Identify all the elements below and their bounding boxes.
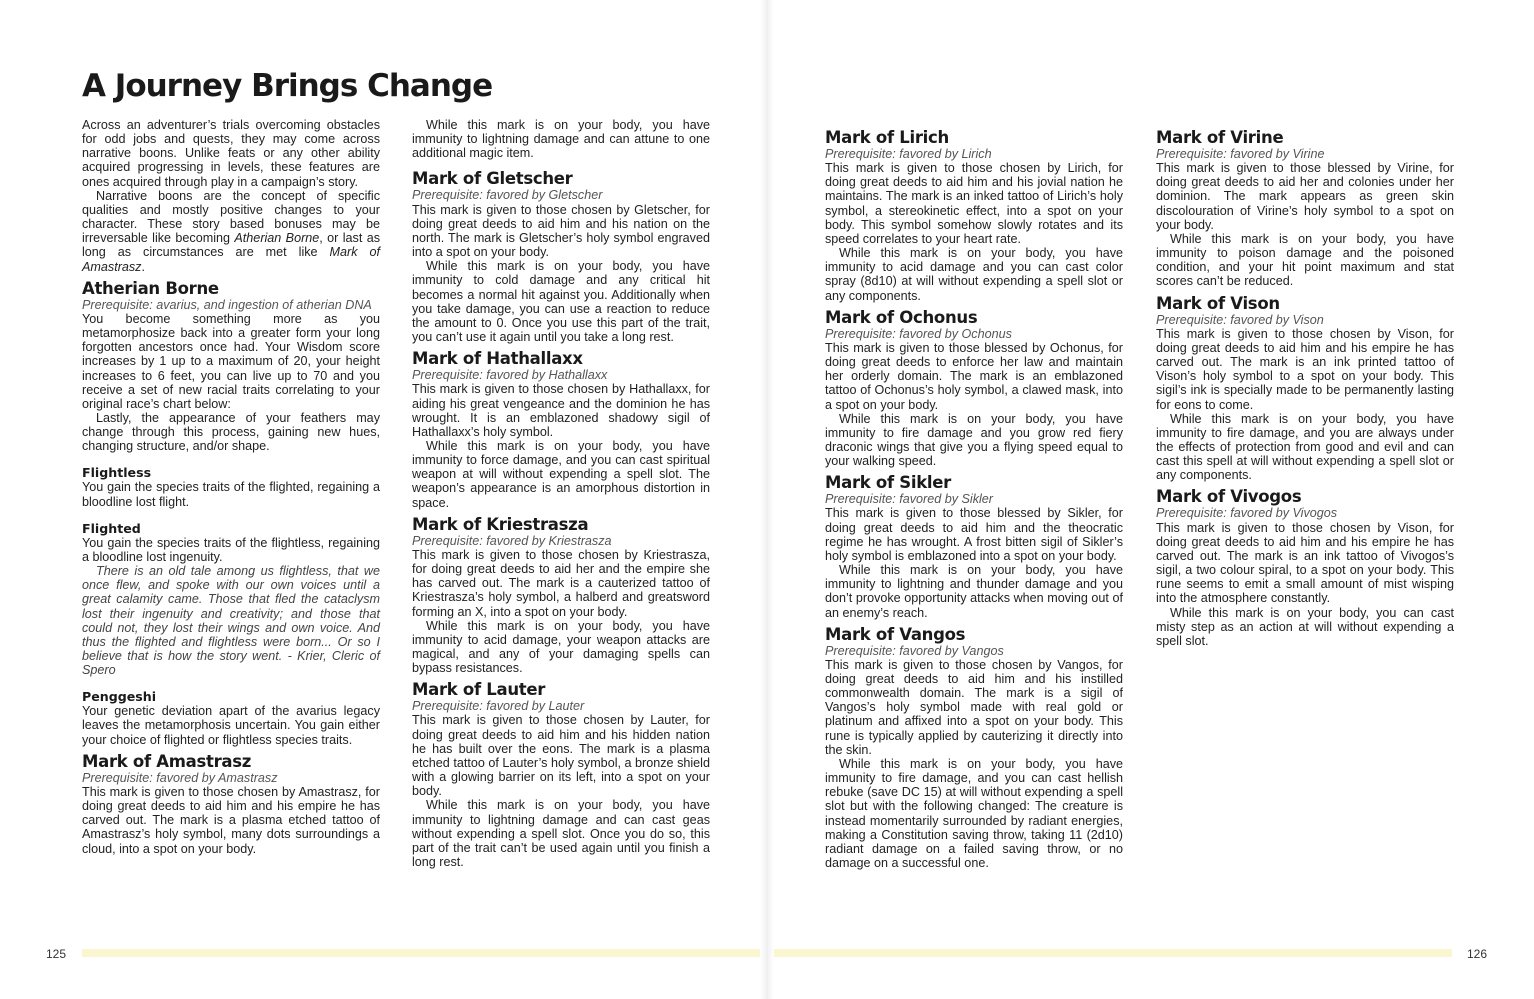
intro-paragraph: Across an adventurer’s trials overcoming obstacles for odd jobs and quests, they may come across narrative boons. Unlike feats or any other ability acquired progressing in levels, these features are ones acquired through play in a campaign’s story.: [82, 118, 380, 189]
body-paragraph: This mark is given to those blessed by Virine, for doing great deeds to aid her and colonies under her dominion. The mark appears as green skin discolouration of Virine’s holy symbol to a spot on your body.: [1156, 161, 1454, 232]
prerequisite: Prerequisite: favored by Virine: [1156, 147, 1325, 161]
body-paragraph: This mark is given to those blessed by Ochonus, for doing great deeds to enforce her law and maintain her orderly domain. The mark is an emblazoned tattoo of Ochonus’s holy symbol, a clawed mask, into a spot on your body.: [825, 340, 1123, 412]
prerequisite: Prerequisite: favored by Kriestrasza: [412, 533, 612, 548]
section-heading-mark-of-vison: Mark of Vison: [1156, 293, 1280, 313]
prerequisite: Prerequisite: favored by Hathallaxx: [412, 368, 608, 383]
body-paragraph: This mark is given to those chosen by Kriestrasza, for doing great deeds to aid her and the empire she has carved out. The mark is a cauterized tattoo of Kriestrasza’s holy symbol, a halberd and greatsword forming an X, into a spot on your body.: [412, 547, 710, 619]
body-paragraph: Lastly, the appearance of your feathers may change through this process, gaining new hues, changing structure, and/or shape.: [82, 410, 380, 454]
subheading-flightless: Flightless: [82, 465, 152, 481]
section-heading-mark-of-sikler: Mark of Sikler: [825, 473, 951, 493]
footer-rule-left: [82, 949, 760, 957]
body-paragraph: Your genetic deviation apart of the avarius legacy leaves the metamorphosis uncertain. You gain either your choice of flighted or flightless species traits.: [82, 704, 380, 747]
page-number-right: 126: [1467, 947, 1488, 961]
column-2: [412, 118, 710, 869]
prerequisite: Prerequisite: favored by Vison: [1156, 312, 1324, 327]
prerequisite: Prerequisite: avarius, and ingestion of atherian DNA: [82, 297, 372, 312]
prerequisite: Prerequisite: favored by Amastrasz: [82, 770, 278, 785]
body-paragraph: While this mark is on your body, you have immunity to lightning and thunder damage and you don’t provoke opportunity attacks when moving out of an enemy’s reach.: [825, 563, 1123, 620]
body-paragraph: This mark is given to those chosen by Vangos, for doing great deeds to aid him and his instilled commonwealth domain. The mark is a sigil of Vangos’s holy symbol made with real gold or platinum and affixed into a spot on your body. This rune is typically applied by cauterizing it directly into the skin.: [825, 657, 1123, 757]
column-1: [82, 118, 380, 856]
section-heading-mark-of-vangos: Mark of Vangos: [825, 624, 966, 644]
body-paragraph: While this mark is on your body, you have immunity to fire damage, and you are always under the effects of protection from good and evil and can cast this spell at will without expending a spell slot or any components.: [1156, 411, 1454, 483]
footer-rule-right: [774, 949, 1452, 957]
column-4: [1156, 128, 1454, 648]
prerequisite: Prerequisite: favored by Vangos: [825, 643, 1004, 658]
body-paragraph: While this mark is on your body, you have immunity to lightning damage and can attune to one additional magic item.: [412, 118, 710, 161]
body-paragraph: While this mark is on your body, you have immunity to acid damage and you can cast color spray (8d10) at will without expending a spell slot or any components.: [825, 246, 1123, 303]
flavor-quote: There is an old tale among us flightless, that we once flew, and spoke with our own voices until a great calamity came. Those that fled the cataclysm lost their ingenuity and creativity; and those that could not, they lost their wings and own voice. And thus the flighted and flightless were born... Or so I believe that is how the story went. - Krier, Cleric of Spero: [82, 564, 380, 678]
prerequisite: Prerequisite: favored by Gletscher: [412, 188, 603, 203]
body-paragraph: This mark is given to those chosen by Hathallaxx, for aiding his great vengeance and the dominion he has wrought. It is an emblazoned shadowy sigil of Hathallaxx’s holy symbol.: [412, 382, 710, 439]
body-paragraph: You gain the species traits of the flightless, regaining a bloodline lost ingenuity.: [82, 535, 380, 564]
prerequisite: Prerequisite: favored by Sikler: [825, 492, 993, 507]
section-heading-mark-of-hathallaxx: Mark of Hathallaxx: [412, 349, 583, 369]
body-paragraph: While this mark is on your body, you have immunity to fire damage and you grow red fiery draconic wings that give you a flying speed equal to your walking speed.: [825, 411, 1123, 469]
section-heading-mark-of-lauter: Mark of Lauter: [412, 680, 546, 700]
body-paragraph: This mark is given to those chosen by Gletscher, for doing great deeds to aid him and his nation on the north. The mark is Gletscher’s holy symbol engraved into a spot on your body.: [412, 202, 710, 260]
body-paragraph: While this mark is on your body, you have immunity to cold damage and any critical hit becomes a normal hit against you. Additionally when you take damage, you can use a reaction to reduce the amount to 0. Once you use this part of the trait, you can’t use it again until you take a long rest.: [412, 259, 710, 345]
section-heading-mark-of-gletscher: Mark of Gletscher: [412, 169, 573, 189]
body-paragraph: This mark is given to those chosen by Vison, for doing great deeds to aid him and his empire he has carved out. The mark is an ink tattoo of Vivogos’s sigil, a two colour spiral, to a spot on your body. This rune seems to emit a small amount of mist wisping into the atmosphere constantly.: [1156, 520, 1454, 606]
intro-paragraph-2: Narrative boons are the concept of specific qualities and mostly positive changes to your character. These story based bonuses may be irreversable like becoming Atherian Borne, or last as long as circumstances are met like Mark of Amastrasz.: [82, 188, 381, 274]
column-3: [825, 128, 1123, 870]
prerequisite: Prerequisite: favored by Lirich: [825, 147, 992, 161]
body-paragraph: This mark is given to those chosen by Lirich, for doing great deeds to aid him and his jovial nation he maintains. The mark is an inked tattoo of Lirich’s holy symbol, a stereokinetic effect, into a spot on your body. This symbol somehow slowly rotates and its speed correlates to your heart rate.: [825, 161, 1123, 246]
body-paragraph: While this mark is on your body, you have immunity to poison damage and the poisoned condition, and your hit point maximum and stat scores can’t be reduced.: [1156, 231, 1454, 289]
section-heading-mark-of-kriestrasza: Mark of Kriestrasza: [412, 514, 589, 534]
section-heading-atherian-borne: Atherian Borne: [82, 278, 219, 298]
section-heading-mark-of-virine: Mark of Virine: [1156, 128, 1284, 147]
body-paragraph: You become something more as you metamorphosize back into a greater form your long forgotten ancestors once had. Your Wisdom score increases by 1 up to a maximum of 20, your height increases to 6 feet, you can live up to 70 and you receive a set of new racial traits correlating to your original race’s chart below:: [82, 311, 380, 411]
subheading-penggeshi: Penggeshi: [82, 689, 157, 705]
body-paragraph: While this mark is on your body, you can cast misty step as an action at will without expending a spell slot.: [1156, 605, 1454, 648]
body-paragraph: While this mark is on your body, you have immunity to lightning damage and can cast geas without expending a spell slot. Once you do so, this part of the trait can’t be used again until you finish a long rest.: [412, 798, 710, 870]
body-paragraph: While this mark is on your body, you have immunity to acid damage, your weapon attacks are magical, and any of your damaging spells can bypass resistances.: [412, 618, 710, 676]
body-paragraph: While this mark is on your body, you have immunity to fire damage, and you can cast hellish rebuke (save DC 15) at will without expending a spell slot but with the following changed: The creature is instead momentarily surrounded by radiant energies, making a Constitution saving throw, taking 11 (2d10) radiant damage on a failed saving throw, or no damage on a successful one.: [825, 756, 1123, 871]
prerequisite: Prerequisite: favored by Ochonus: [825, 326, 1012, 341]
section-heading-mark-of-ochonus: Mark of Ochonus: [825, 307, 978, 327]
page-number-left: 125: [46, 947, 67, 961]
body-paragraph: You gain the species traits of the flighted, regaining a bloodline lost flight.: [82, 480, 380, 509]
body-paragraph: This mark is given to those chosen by Amastrasz, for doing great deeds to aid him and his empire he has carved out. The mark is a plasma etched tattoo of Amastrasz’s holy symbol, many dots surroundings a cloud, into a spot on your body.: [82, 784, 380, 856]
section-heading-mark-of-amastrasz: Mark of Amastrasz: [82, 751, 252, 771]
body-paragraph: This mark is given to those chosen by Lauter, for doing great deeds to aid him and his hidden nation he has built over the eons. The mark is a plasma etched tattoo of Lauter’s holy symbol, a bronze shield with a glowing barrier on its left, into a spot on your body.: [412, 713, 710, 799]
section-heading-mark-of-lirich: Mark of Lirich: [825, 128, 949, 147]
body-paragraph: This mark is given to those chosen by Vison, for doing great deeds to aid him and his empire he has carved out. The mark is an ink printed tattoo of Vison’s holy symbol to a spot on your body. This sigil’s ink is specially made to be permanently lasting for eons to come.: [1156, 326, 1454, 412]
page-title: A Journey Brings Change: [82, 68, 493, 104]
book-spine: [760, 0, 774, 999]
body-paragraph: This mark is given to those blessed by Sikler, for doing great deeds to aid him and the theocratic regime he has wrought. A frost bitten sigil of Sikler’s holy symbol is emblazoned into a spot on your body.: [825, 506, 1123, 563]
section-heading-mark-of-vivogos: Mark of Vivogos: [1156, 487, 1302, 507]
prerequisite: Prerequisite: favored by Vivogos: [1156, 506, 1338, 521]
body-paragraph: While this mark is on your body, you have immunity to force damage, and you can cast spiritual weapon at will without expending a spell slot. The weapon’s appearance is an amorphous distortion in space.: [412, 438, 710, 510]
prerequisite: Prerequisite: favored by Lauter: [412, 699, 585, 714]
subheading-flighted: Flighted: [82, 520, 141, 536]
